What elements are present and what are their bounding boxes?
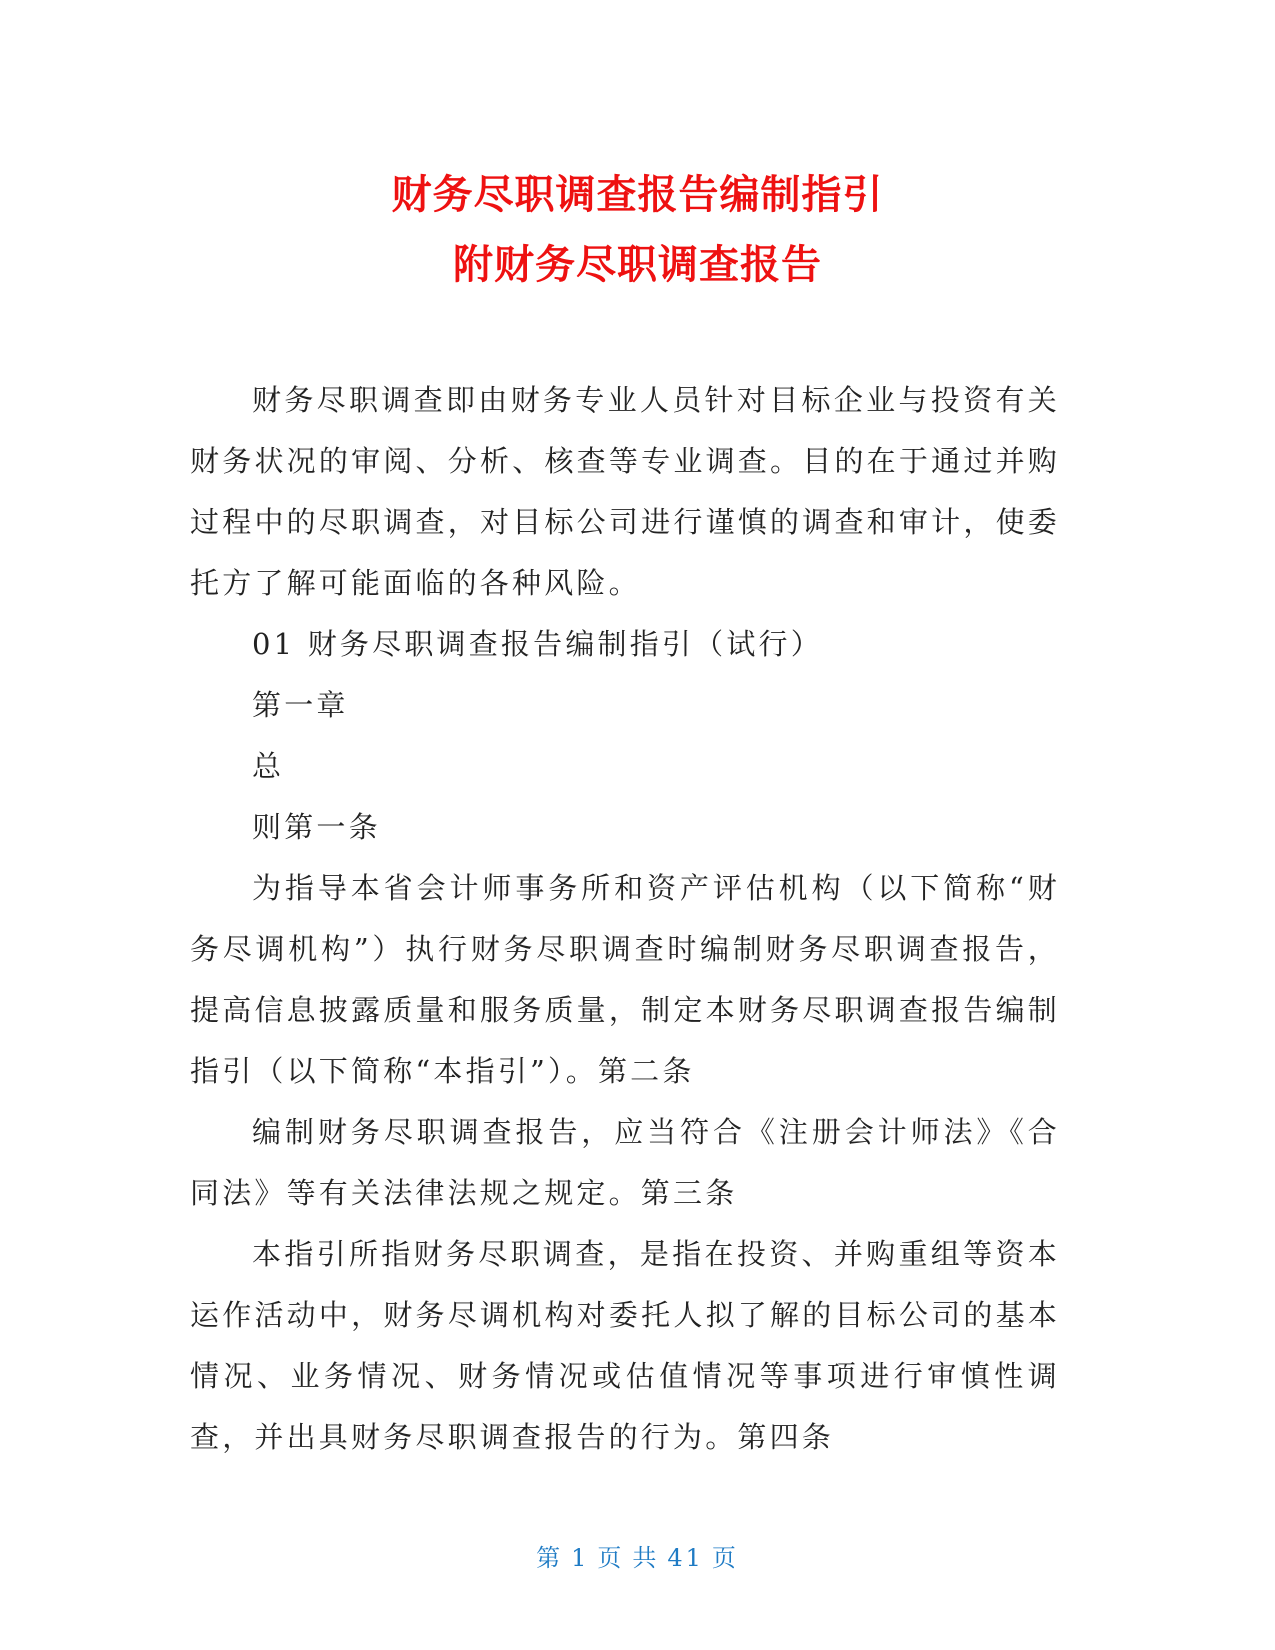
footer-label-page-unit: 页 (597, 1544, 625, 1572)
paragraph-purpose: 为指导本省会计师事务所和资产评估机构（以下简称“财务尽调机构”）执行财务尽职调查时编制财务尽职调查报告，提高信息披露质量和服务质量，制定本财务尽职调查报告编制指引（以下简称“本指引”）。第二条 (190, 871, 1060, 1088)
footer-label-page: 第 (536, 1544, 564, 1572)
paragraph-general: 总 (252, 749, 285, 783)
paragraph-chapter: 第一章 (252, 688, 349, 722)
title-line-1: 财务尽职调查报告编制指引 (391, 172, 884, 218)
title-line-2: 附财务尽职调查报告 (453, 242, 822, 288)
paragraph-section-heading: 01 财务尽职调查报告编制指引（试行） (252, 627, 823, 661)
document-body (190, 370, 1060, 1468)
footer-total-pages: 41 (667, 1544, 704, 1572)
paragraph-article-1: 则第一条 (252, 810, 381, 844)
document-title (0, 160, 1275, 300)
footer-label-total-unit: 页 (711, 1544, 739, 1572)
page-footer (0, 1538, 1275, 1573)
footer-label-total: 共 (632, 1544, 660, 1572)
paragraph-compliance: 编制财务尽职调查报告，应当符合《注册会计师法》《合同法》等有关法律法规之规定。第三条 (190, 1115, 1060, 1210)
paragraph-definition: 本指引所指财务尽职调查，是指在投资、并购重组等资本运作活动中，财务尽调机构对委托人拟了解的目标公司的基本情况、业务情况、财务情况或估值情况等事项进行审慎性调查，并出具财务尽职调查报告的行为。第四条 (190, 1237, 1060, 1454)
paragraph-intro: 财务尽职调查即由财务专业人员针对目标企业与投资有关财务状况的审阅、分析、核查等专业调查。目的在于通过并购过程中的尽职调查，对目标公司进行谨慎的调查和审计，使委托方了解可能面临的各种风险。 (190, 383, 1060, 600)
footer-current-page: 1 (571, 1544, 590, 1572)
